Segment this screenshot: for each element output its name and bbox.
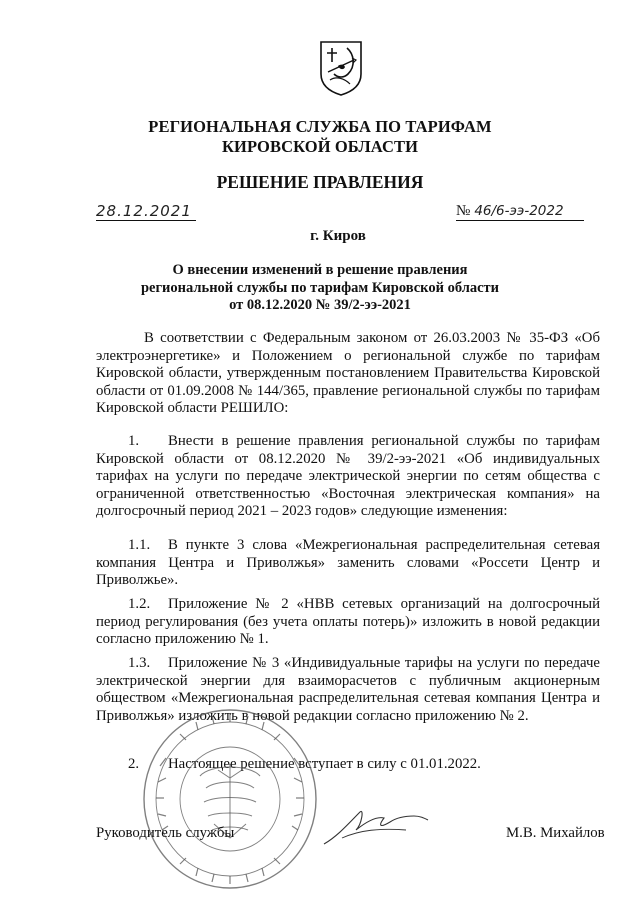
item-1-3-text: Приложение № 3 «Индивидуальные тарифы на услуги по передаче электрической энергии для взаиморасчетов с публичным акционерным обществом «Межрегиональная распределительная сетевая компания Центра и Приволжья» изложить в новой редакции согласно приложению № 2. (96, 655, 600, 724)
city: г. Киров (310, 228, 366, 244)
item-1-2-number: 1.2. (128, 596, 151, 612)
decision-title: РЕШЕНИЕ ПРАВЛЕНИЯ (216, 172, 424, 192)
org-name-line1: РЕГИОНАЛЬНАЯ СЛУЖБА ПО ТАРИФАМ (148, 117, 492, 136)
intro-paragraph (96, 330, 600, 418)
item-1 (96, 433, 600, 521)
item-1-1 (96, 537, 600, 590)
decision-date: 28.12.2021 (96, 202, 196, 221)
signatory-name: М.В. Михайлов (506, 825, 605, 841)
handwritten-signature (320, 800, 430, 850)
item-1-2-text: Приложение № 2 «НВВ сетевых организаций на долгосрочный период регулирования (без учета оплаты потерь)» изложить в новой редакции согласно приложению № 1. (96, 596, 600, 648)
decision-number-field (456, 202, 584, 221)
decision-number: 46/6-ээ-2022 (474, 203, 564, 219)
coat-of-arms-icon (318, 40, 364, 96)
item-1-1-text: В пункте 3 слова «Межрегиональная распределительная сетевая компания Центра и Приволжья» заменить словами «Россети Центр и Приволжье». (96, 537, 600, 589)
item-1-3-number: 1.3. (128, 655, 151, 671)
signatory-position: Руководитель службы (96, 825, 235, 841)
org-name-line2: КИРОВСКОЙ ОБЛАСТИ (221, 137, 419, 156)
item-2-number: 2. (128, 756, 140, 772)
official-seal-stamp (140, 706, 320, 892)
subject-line2: региональной службы по тарифам Кировской области (140, 280, 500, 296)
item-1-number: 1. (128, 433, 140, 449)
item-1-1-number: 1.1. (128, 537, 151, 553)
item-2-text: Настоящее решение вступает в силу с 01.01.2022. (168, 756, 481, 772)
number-sign: № (456, 203, 471, 219)
subject-line3: от 08.12.2020 № 39/2-ээ-2021 (229, 297, 411, 313)
intro-text: В соответствии с Федеральным законом от 26.03.2003 № 35-ФЗ «Об электроэнергетике» и Положением о региональной службе по тарифам Кировской области, утвержденным постановлением Правительства Кировской области от 01.09.2008 № 144/365, правление региональной службы по тарифам Кировской области РЕШИЛО: (96, 330, 600, 417)
item-1-text: Внести в решение правления региональной службы по тарифам Кировской области от 08.12.2020 № 39/2-ээ-2021 «Об индивидуальных тарифах на услуги по передаче электрической энергии по сетям общества с ограниченной ответственностью «Восточная электрическая компания» на долгосрочный период 2021 – 2023 годов» следующие изменения: (96, 433, 600, 520)
subject-line1: О внесении изменений в решение правления (172, 262, 468, 278)
item-1-2 (96, 596, 600, 649)
